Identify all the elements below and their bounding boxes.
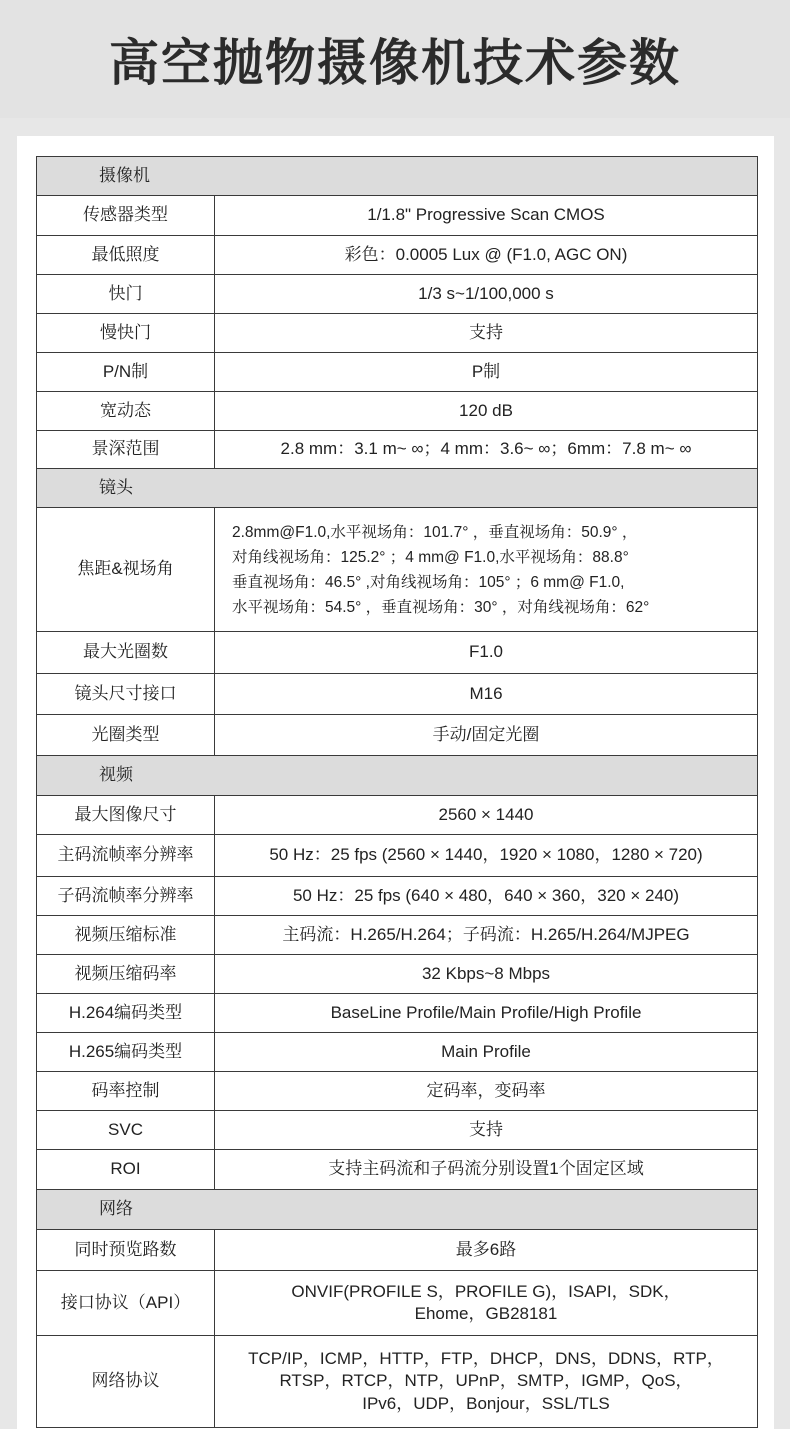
- spec-value: TCP/IP，ICMP，HTTP，FTP，DHCP，DNS，DDNS，RTP， RTSP，RTCP，NTP，UPnP，SMTP，IGMP，QoS， IPv6，UDP，Bonjour，SSL/TLS: [215, 1336, 758, 1428]
- spec-value: F1.0: [215, 632, 758, 674]
- spec-row: [37, 1230, 758, 1271]
- spec-row: [37, 955, 758, 994]
- spec-label: 同时预览路数: [37, 1230, 215, 1271]
- spec-value: 50 Hz：25 fps (2560 × 1440，1920 × 1080，1280 × 720): [215, 835, 758, 877]
- spec-row: [37, 314, 758, 353]
- spec-panel: [17, 136, 774, 1429]
- spec-label: 光圈类型: [37, 715, 215, 756]
- spec-row: [37, 632, 758, 674]
- spec-row: [37, 392, 758, 431]
- spec-row: [37, 431, 758, 469]
- spec-row: [37, 196, 758, 236]
- spec-label: 镜头尺寸接口: [37, 674, 215, 715]
- section-title: 网络: [37, 1190, 758, 1230]
- spec-value: 手动/固定光圈: [215, 715, 758, 756]
- spec-value: 50 Hz：25 fps (640 × 480，640 × 360，320 × 240): [215, 877, 758, 916]
- spec-label: 子码流帧率分辨率: [37, 877, 215, 916]
- spec-row: [37, 1150, 758, 1190]
- spec-label: 主码流帧率分辨率: [37, 835, 215, 877]
- spec-label: 接口协议（API）: [37, 1271, 215, 1336]
- spec-value: 支持: [215, 314, 758, 353]
- spec-label: 最大图像尺寸: [37, 796, 215, 835]
- spec-label: 最低照度: [37, 236, 215, 275]
- spec-row: [37, 994, 758, 1033]
- spec-label: 景深范围: [37, 431, 215, 469]
- spec-row: [37, 835, 758, 877]
- spec-label: H.265编码类型: [37, 1033, 215, 1072]
- spec-label: ROI: [37, 1150, 215, 1190]
- spec-row: [37, 715, 758, 756]
- page-title: 高空抛物摄像机技术参数: [109, 34, 681, 92]
- spec-value: 2560 × 1440: [215, 796, 758, 835]
- spec-label: 慢快门: [37, 314, 215, 353]
- spec-label: P/N制: [37, 353, 215, 392]
- spec-row: [37, 1033, 758, 1072]
- section-video: [37, 756, 758, 796]
- spec-value: M16: [215, 674, 758, 715]
- spec-row: [37, 674, 758, 715]
- spec-value: 120 dB: [215, 392, 758, 431]
- spec-row: [37, 1111, 758, 1150]
- spec-value: 主码流：H.265/H.264；子码流：H.265/H.264/MJPEG: [215, 916, 758, 955]
- spec-label: 视频压缩标准: [37, 916, 215, 955]
- spec-label: H.264编码类型: [37, 994, 215, 1033]
- page-header: [0, 0, 790, 118]
- spec-value: 彩色：0.0005 Lux @ (F1.0, AGC ON): [215, 236, 758, 275]
- spec-value: 1/1.8" Progressive Scan CMOS: [215, 196, 758, 236]
- spec-value: 支持: [215, 1111, 758, 1150]
- spec-value: 定码率，变码率: [215, 1072, 758, 1111]
- spec-row: [37, 508, 758, 632]
- spec-label: 宽动态: [37, 392, 215, 431]
- spec-value: P制: [215, 353, 758, 392]
- section-network: [37, 1190, 758, 1230]
- spec-value: BaseLine Profile/Main Profile/High Profile: [215, 994, 758, 1033]
- spec-label: 视频压缩码率: [37, 955, 215, 994]
- section-camera: [37, 157, 758, 196]
- spec-label: 码率控制: [37, 1072, 215, 1111]
- spec-label: 传感器类型: [37, 196, 215, 236]
- spec-value: 1/3 s~1/100,000 s: [215, 275, 758, 314]
- spec-row: [37, 877, 758, 916]
- spec-value: 32 Kbps~8 Mbps: [215, 955, 758, 994]
- section-title: 视频: [37, 756, 758, 796]
- section-title: 摄像机: [37, 157, 758, 196]
- spec-label: 焦距&视场角: [37, 508, 215, 632]
- spec-row: [37, 916, 758, 955]
- spec-table: [36, 156, 758, 1428]
- spec-row: [37, 1072, 758, 1111]
- spec-value: 支持主码流和子码流分别设置1个固定区域: [215, 1150, 758, 1190]
- spec-row: [37, 1271, 758, 1336]
- spec-row: [37, 1336, 758, 1428]
- spec-label: 最大光圈数: [37, 632, 215, 674]
- spec-label: 网络协议: [37, 1336, 215, 1428]
- spec-label: 快门: [37, 275, 215, 314]
- spec-row: [37, 275, 758, 314]
- spec-value: Main Profile: [215, 1033, 758, 1072]
- spec-row: [37, 353, 758, 392]
- section-lens: [37, 469, 758, 508]
- spec-row: [37, 796, 758, 835]
- spec-value: 最多6路: [215, 1230, 758, 1271]
- spec-row: [37, 236, 758, 275]
- spec-value: 2.8 mm：3.1 m~ ∞；4 mm：3.6~ ∞；6mm：7.8 m~ ∞: [215, 431, 758, 469]
- spec-value: ONVIF(PROFILE S，PROFILE G)，ISAPI，SDK， Ehome，GB28181: [215, 1271, 758, 1336]
- spec-value: 2.8mm@F1.0,水平视场角：101.7° ，垂直视场角：50.9° ， 对角线视场角：125.2° ；4 mm@ F1.0,水平视场角：88.8° 垂直视场角：46.5° ,对角线视场角：105° ；6 mm@ F1.0, 水平视场角：54.5° ，垂直视场角：30° ，对角线视场角：62°: [215, 508, 758, 632]
- spec-label: SVC: [37, 1111, 215, 1150]
- section-title: 镜头: [37, 469, 758, 508]
